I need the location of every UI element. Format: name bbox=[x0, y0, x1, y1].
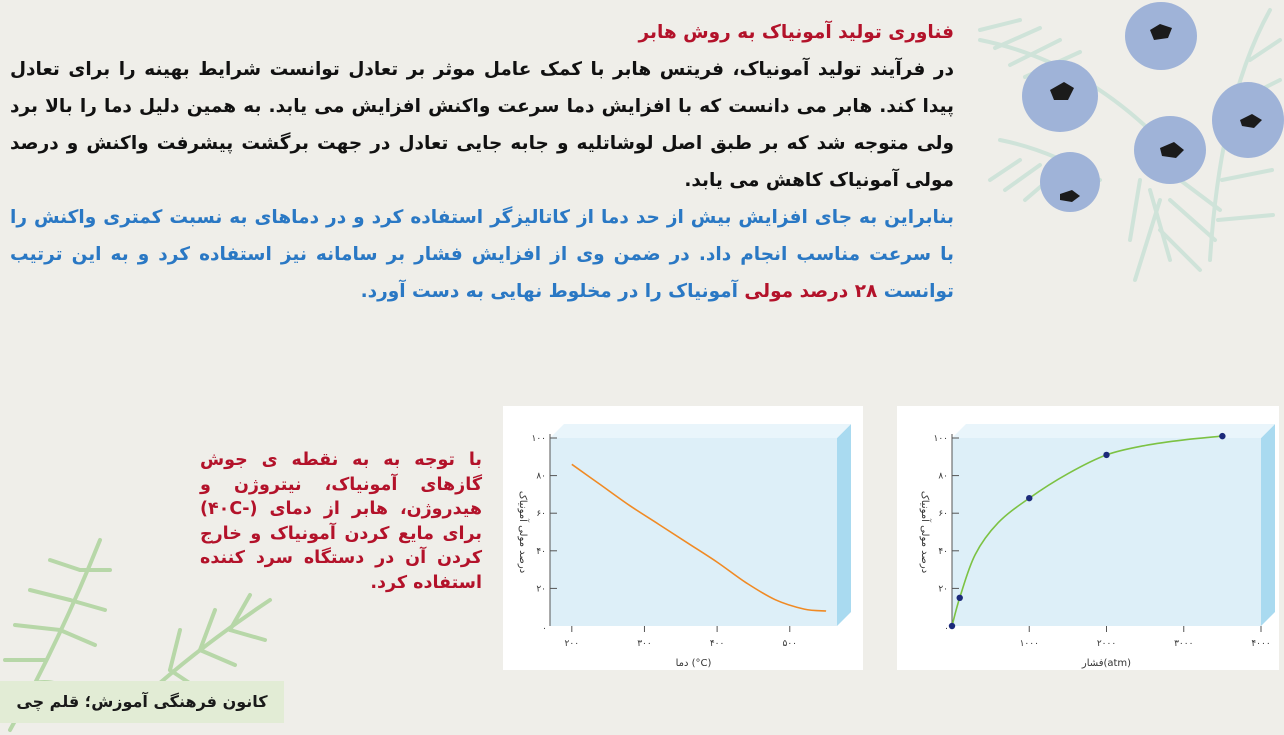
x-tick-label: ۳۰۰۰ bbox=[1174, 639, 1194, 649]
yield-highlight: ۲۸ درصد مولی bbox=[744, 281, 878, 302]
plot-top-edge bbox=[550, 424, 851, 438]
x-tick-label: ۳۰۰ bbox=[637, 639, 652, 649]
data-point bbox=[949, 623, 955, 629]
yield-sentence-start: توانست bbox=[877, 281, 954, 302]
intro-paragraph: در فرآیند تولید آمونیاک، فریتس هابر با کمک عامل موثر بر تعادل توانست شرایط بهینه را برای تعادل پیدا کند. هابر می دانست که با افزایش دما سرعت واکنش افزایش می یابد. به همین دلیل دما را بالا برد ولی متوجه شد که بر طبق اصل لوشاتلیه و جابه جایی تعادل در جهت برگشت پیشرفت واکنش و درصد مولی آمونیاک کاهش می یابد. bbox=[10, 59, 954, 191]
y-tick-label-origin: . bbox=[945, 622, 948, 632]
data-point bbox=[1103, 452, 1109, 458]
y-tick-label: ۶۰ bbox=[938, 509, 948, 520]
pressure-chart bbox=[897, 406, 1279, 670]
catalyst-paragraph-body: بنابراین به جای افزایش بیش از حد دما از کاتالیزگر استفاده کرد و در دماهای به نسبت کمتری واکنش را با سرعت مناسب انجام داد. در ضمن وی از افزایش فشار بر سامانه نیز استفاده کرد و به این ترتیب bbox=[10, 207, 954, 265]
temperature-chart-panel bbox=[503, 406, 863, 670]
data-point bbox=[1026, 495, 1032, 501]
x-tick-label: ۴۰۰۰ bbox=[1251, 639, 1271, 649]
x-axis-label: دما (°C) bbox=[675, 658, 712, 669]
x-tick-label: ۴۰۰ bbox=[709, 639, 725, 649]
yield-sentence-end: آمونیاک را در مخلوط نهایی به دست آورد. bbox=[360, 281, 745, 302]
y-tick-label: ۴۰ bbox=[536, 546, 546, 557]
x-tick-label: ۵۰۰ bbox=[782, 639, 798, 649]
plot-top-edge bbox=[952, 424, 1275, 438]
y-tick-label: ۱۰۰ bbox=[531, 434, 546, 444]
x-tick-label: ۱۰۰۰ bbox=[1019, 639, 1039, 649]
footer-credit: کانون فرهنگی آموزش؛ قلم چی bbox=[0, 681, 284, 723]
y-tick-label: ۴۰ bbox=[938, 546, 948, 557]
y-tick-label: ۸۰ bbox=[536, 471, 546, 482]
page-title: فناوری تولید آمونیاک به روش هابر bbox=[638, 22, 954, 43]
y-axis-label: درصد مولی آمونیاک bbox=[517, 490, 528, 574]
data-point bbox=[957, 595, 963, 601]
y-tick-label: ۲۰ bbox=[536, 584, 546, 595]
plot-side-wall bbox=[837, 424, 851, 626]
plot-area bbox=[952, 438, 1261, 626]
x-tick-label: ۲۰۰۰ bbox=[1096, 639, 1117, 649]
data-point bbox=[1219, 433, 1225, 439]
temperature-chart bbox=[503, 406, 863, 670]
plot-side-wall bbox=[1261, 424, 1275, 626]
boiling-point-note: با توجه به به نقطه ی جوش گازهای آمونیاک، نیتروژن و هیدروژن، هابر از دمای (-۴۰C) برای مایع کردن آمونیاک و خارج کردن آن در دستگاه سرد کننده استفاده کرد. bbox=[200, 450, 482, 593]
berry-branch-decoration bbox=[960, 0, 1284, 310]
pressure-chart-panel bbox=[897, 406, 1279, 670]
y-tick-label-origin: . bbox=[543, 622, 546, 632]
catalyst-paragraph bbox=[10, 199, 954, 310]
y-axis-label: درصد مولی آمونیاک bbox=[919, 490, 930, 574]
plot-area bbox=[550, 438, 837, 626]
y-tick-label: ۸۰ bbox=[938, 471, 948, 482]
x-tick-label: ۲۰۰ bbox=[564, 639, 580, 649]
main-text bbox=[10, 14, 954, 310]
y-tick-label: ۶۰ bbox=[536, 509, 546, 520]
y-tick-label: ۱۰۰ bbox=[933, 434, 948, 444]
y-tick-label: ۲۰ bbox=[938, 584, 948, 595]
x-axis-label: فشار(atm) bbox=[1081, 658, 1132, 669]
